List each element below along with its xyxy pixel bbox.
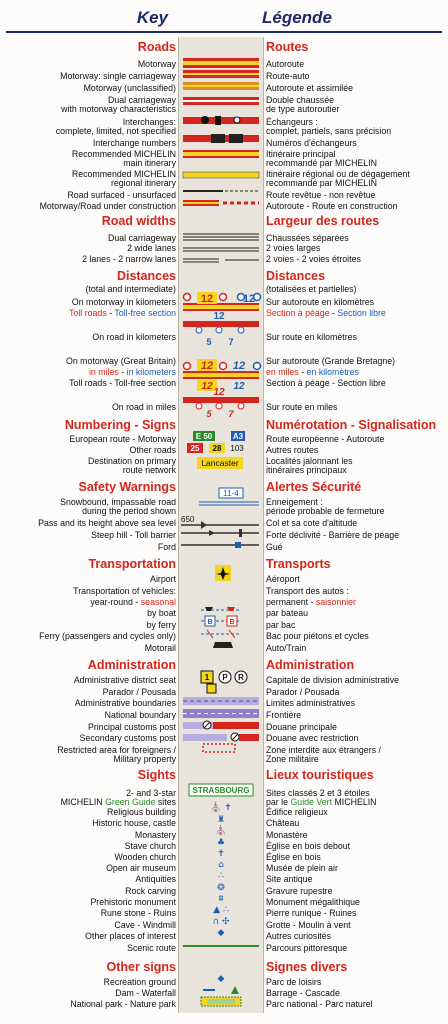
fr-legend-label: période probable de fermeture — [266, 506, 385, 516]
svg-text:R: R — [238, 673, 244, 682]
en-legend-label: Motorway: single carriageway — [60, 71, 176, 81]
fr-legend-label: Route-auto — [266, 71, 310, 81]
svg-text:12: 12 — [213, 387, 225, 398]
svg-text:5: 5 — [206, 409, 212, 419]
en-legend-label: On motorway (Great Britain) — [66, 356, 176, 366]
religious-building-icon: ⛪ ✝ — [210, 803, 232, 813]
fr-legend-label: par bateau — [266, 608, 309, 618]
svg-text:7: 7 — [228, 409, 234, 419]
fr-legend-label: Église en bois debout — [266, 841, 351, 851]
fr-legend-label: Sur route en kilomètres — [266, 332, 357, 342]
en-legend-label: route network — [122, 465, 176, 475]
svg-text:12: 12 — [213, 311, 225, 322]
svg-text:1: 1 — [204, 673, 210, 682]
fr-legend-label: par bac — [266, 620, 296, 630]
fr-section-heading: Lieux touristiques — [266, 768, 374, 782]
en-legend-label: On road in kilometers — [92, 332, 176, 342]
svg-text:P: P — [222, 673, 228, 682]
svg-text:B: B — [229, 619, 235, 626]
fr-legend-label: 2 voies - 2 voies étroites — [266, 254, 361, 264]
fr-legend-label: Enneigement : — [266, 497, 323, 507]
fr-legend-label: Échangeurs : — [266, 117, 318, 127]
fr-legend-label: Gravure rupestre — [266, 886, 333, 896]
en-legend-label: Ford — [157, 542, 176, 552]
en-legend-label: Other roads — [129, 445, 176, 455]
key-header: Key — [136, 8, 168, 27]
svg-text:Lancaster: Lancaster — [201, 458, 239, 468]
fr-legend-label: Section à péage - Section libre — [266, 308, 386, 318]
antiquities-icon: ∴ — [218, 871, 224, 881]
en-legend-label: Rock carving — [125, 886, 176, 896]
fr-legend-label: Localités jalonnant les — [266, 456, 353, 466]
waterfall-icon — [231, 986, 239, 994]
symbol-column — [178, 37, 264, 1013]
fr-legend-label: Parcours pittoresque — [266, 943, 348, 953]
en-legend-label: Dual carriageway — [108, 233, 176, 243]
prehistoric-monument-icon: ⩩ — [218, 894, 224, 904]
en-section-heading: Road widths — [101, 214, 176, 228]
fr-legend-label: Édifice religieux — [266, 807, 328, 817]
fr-legend-label: par le Guide Vert MICHELIN — [266, 797, 377, 807]
en-legend-label: On road in miles — [111, 402, 176, 412]
en-legend-label: Motorail — [144, 643, 176, 653]
svg-text:7: 7 — [228, 337, 234, 347]
fr-legend-label: Sites classés 2 et 3 étoiles — [266, 788, 370, 798]
en-legend-label: On motorway in kilometers — [71, 297, 176, 307]
fr-legend-label: Zone militaire — [266, 754, 319, 764]
fr-legend-label: Site antique — [266, 874, 313, 884]
svg-text:12: 12 — [200, 360, 214, 372]
en-legend-label: Road surfaced - unsurfaced — [67, 190, 176, 200]
en-legend-label: Administrative district seat — [73, 675, 176, 685]
fr-legend-label: Pierre runique - Ruines — [266, 908, 357, 918]
en-legend-label: Interchange numbers — [92, 138, 176, 148]
fr-legend-label: Capitale de division administrative — [266, 675, 399, 685]
ford-icon — [235, 542, 241, 548]
en-legend-label: Wooden church — [114, 852, 176, 862]
fr-legend-label: en miles - en kilomètres — [266, 367, 359, 377]
fr-legend-label: Autoroute — [266, 59, 305, 69]
en-legend-label: Snowbound, impassable road — [60, 497, 176, 507]
en-legend-label: Toll roads - Toll-free section — [69, 308, 176, 318]
restricted-area-symbol — [203, 744, 235, 752]
en-legend-label: Monastery — [134, 830, 176, 840]
fr-legend-label: Bac pour piétons et cycles — [266, 631, 369, 641]
en-legend-label: (total and intermediate) — [85, 284, 176, 294]
fr-legend-label: 2 voies larges — [266, 243, 321, 253]
en-section-heading: Transportation — [88, 557, 176, 571]
en-legend-label: Destination on primary — [87, 456, 176, 466]
en-legend-label: 2 lanes - 2 narrow lanes — [82, 254, 176, 264]
svg-text:12: 12 — [200, 293, 214, 305]
fr-legend-label: Sur route en miles — [266, 402, 338, 412]
svg-text:5: 5 — [206, 337, 212, 347]
en-legend-label: Stave church — [124, 841, 176, 851]
fr-section-heading: Routes — [266, 40, 309, 54]
svg-text:11-4: 11-4 — [223, 489, 239, 498]
fr-legend-label: Transport des autos : — [266, 586, 349, 596]
svg-text:12: 12 — [233, 381, 245, 392]
fr-legend-label: Parc national - Parc naturel — [266, 999, 373, 1009]
en-legend-label: 2 wide lanes — [127, 243, 176, 253]
pass-icon — [201, 521, 207, 529]
svg-text:12: 12 — [232, 360, 246, 372]
fr-legend-label: Grotte - Moulin à vent — [266, 920, 351, 930]
header-rule — [6, 31, 442, 33]
en-legend-label: Rune stone - Ruins — [100, 908, 176, 918]
secondary-customs-symbol — [183, 734, 227, 741]
en-legend-label: Motorway/Road under construction — [39, 201, 176, 211]
open-air-museum-icon: ⌂ — [218, 860, 224, 870]
fr-legend-label: de type autoroutier — [266, 104, 340, 114]
en-legend-label: Cave - Windmill — [114, 920, 176, 930]
en-legend-label: Pass and its height above sea level — [38, 518, 176, 528]
en-legend-label: Prehistoric monument — [90, 897, 176, 907]
fr-section-heading: Transports — [266, 557, 331, 571]
en-legend-label: Recommended MICHELIN — [71, 149, 176, 159]
fr-legend-label: Monastère — [266, 830, 308, 840]
fr-legend-label: Col et sa cote d'altitude — [266, 518, 358, 528]
svg-text:650: 650 — [181, 515, 195, 524]
fr-legend-label: Limites administratives — [266, 698, 355, 708]
fr-legend-label: Église en bois — [266, 852, 321, 862]
en-legend-label: Secondary customs post — [79, 733, 176, 743]
en-section-heading: Other signs — [106, 960, 176, 974]
motorail-icon — [213, 642, 233, 648]
castle-icon: ♜ — [216, 815, 226, 825]
en-legend-label: Recreation ground — [103, 977, 176, 987]
fr-legend-label: recommandé par MICHELIN — [266, 178, 377, 188]
fr-legend-label: Itinéraire principal — [266, 149, 336, 159]
fr-legend-label: Barrage - Cascade — [266, 988, 340, 998]
fr-legend-label: permanent - saisonnier — [266, 597, 356, 607]
en-section-heading: Numbering - Signs — [64, 418, 176, 432]
symbol-strip — [179, 37, 263, 1013]
fr-legend-label: Autres curiosités — [266, 931, 332, 941]
en-legend-label: Open air museum — [106, 863, 176, 873]
en-legend-label: Interchanges: — [122, 117, 176, 127]
svg-text:STRASBOURG: STRASBOURG — [192, 786, 250, 795]
fr-legend-label: Forte déclivité - Barrière de péage — [266, 530, 399, 540]
en-legend-label: Transportation of vehicles: — [73, 586, 176, 596]
en-legend-label: Recommended MICHELIN — [71, 169, 176, 179]
fr-legend-label: Zone interdite aux étrangers / — [266, 745, 381, 755]
fr-legend-label: Douane principale — [266, 722, 337, 732]
cave-windmill-icon: ∩ ✣ — [212, 917, 230, 927]
fr-legend-label: itinéraires principaux — [266, 465, 347, 475]
fr-legend-label: Monument mégalithique — [266, 897, 360, 907]
fr-legend-label: Numéros d'échangeurs — [266, 138, 357, 148]
svg-text:28: 28 — [212, 444, 222, 453]
fr-legend-label: Aéroport — [266, 574, 300, 584]
svg-text:12: 12 — [242, 293, 256, 305]
monastery-icon: ⛪ — [215, 826, 227, 836]
en-legend-label: with motorway characteristics — [61, 104, 176, 114]
en-legend-label: MICHELIN Green Guide sites — [60, 797, 176, 807]
fr-legend-label: Route revêtue - non revêtue — [266, 190, 376, 200]
fr-section-heading: Signes divers — [266, 960, 348, 974]
rock-carving-icon: ❂ — [217, 883, 225, 893]
fr-legend-label: Château — [266, 818, 300, 828]
en-legend-label: Motorway (unclassified) — [83, 83, 176, 93]
fr-section-heading: Largeur des routes — [266, 214, 380, 228]
svg-text:A3: A3 — [232, 432, 244, 441]
en-legend-label: Dam - Waterfall — [115, 988, 176, 998]
fr-legend-label: Autoroute - Route en construction — [266, 201, 398, 211]
en-legend-label: Ferry (passengers and cycles only) — [39, 631, 176, 641]
fr-legend-label: Parador / Pousada — [266, 687, 340, 697]
fr-legend-label: Sur autoroute en kilomètres — [266, 297, 375, 307]
en-legend-label: in miles - in kilometers — [88, 367, 176, 377]
en-legend-label: European route - Motorway — [69, 434, 176, 444]
fr-legend-label: Section à péage - Section libre — [266, 378, 386, 388]
fr-section-heading: Administration — [266, 658, 355, 672]
en-section-heading: Distances — [116, 269, 176, 283]
en-legend-label: Airport — [150, 574, 176, 584]
en-legend-label: National boundary — [104, 710, 176, 720]
en-legend-label: Restricted area for foreigners / — [57, 745, 176, 755]
toll-barrier-icon — [239, 529, 242, 537]
fr-legend-label: Chaussées séparées — [266, 233, 349, 243]
en-legend-label: by boat — [147, 608, 176, 618]
fr-legend-label: recommandé par MICHELIN — [266, 158, 377, 168]
en-legend-label: National park - Nature park — [70, 999, 176, 1009]
svg-text:B: B — [207, 619, 213, 626]
en-legend-label: Administrative boundaries — [74, 698, 176, 708]
fr-legend-label: Itinéraire régional ou de dégagement — [266, 169, 410, 179]
en-legend-label: Historic house, castle — [92, 818, 176, 828]
fr-legend-label: Sur autoroute (Grande Bretagne) — [266, 356, 396, 366]
en-legend-label: Religious building — [107, 807, 176, 817]
en-legend-label: Toll roads - Toll-free section — [69, 378, 176, 388]
en-section-heading: Safety Warnings — [78, 480, 176, 494]
other-places-icon: ◆ — [217, 928, 225, 938]
en-section-heading: Roads — [137, 40, 176, 54]
fr-legend-label: Autres routes — [266, 445, 319, 455]
en-legend-label: year-round - seasonal — [90, 597, 176, 607]
en-legend-label: Scenic route — [127, 943, 176, 953]
recreation-ground-icon: ◆ — [217, 974, 225, 984]
fr-section-heading: Alertes Sécurité — [266, 480, 362, 494]
fr-legend-label: Frontière — [266, 710, 302, 720]
en-section-heading: Sights — [137, 768, 176, 782]
en-legend-label: by ferry — [146, 620, 176, 630]
en-legend-label: Parador / Pousada — [102, 687, 176, 697]
legende-header: Légende — [262, 8, 332, 27]
fr-legend-label: Autoroute et assimilée — [266, 83, 354, 93]
fr-legend-label: complet, partiels, sans précision — [266, 126, 392, 136]
en-legend-label: Other places of interest — [85, 931, 176, 941]
svg-text:E 50: E 50 — [195, 432, 213, 441]
fr-legend-label: Route européenne - Autoroute — [266, 434, 385, 444]
en-legend-label: regional itinerary — [110, 178, 176, 188]
en-section-heading: Administration — [87, 658, 176, 672]
en-legend-label: complete, limited, not specified — [55, 126, 176, 136]
steep-hill-icon — [209, 530, 215, 536]
stave-church-icon: ♣ — [216, 838, 226, 848]
fr-section-heading: Numérotation - Signalisation — [266, 418, 437, 432]
en-legend-label: Antiquities — [135, 874, 176, 884]
en-legend-label: Principal customs post — [87, 722, 176, 732]
fr-legend-label: Douane avec restriction — [266, 733, 359, 743]
wooden-church-icon: ✝ — [217, 849, 225, 859]
en-legend-label: main itinerary — [123, 158, 176, 168]
fr-legend-label: (totalisées et partielles) — [266, 284, 357, 294]
en-legend-label: Dual carriageway — [108, 95, 176, 105]
en-legend-label: Motorway — [137, 59, 176, 69]
fr-legend-label: Auto/Train — [266, 643, 307, 653]
fr-legend-label: Gué — [266, 542, 283, 552]
fr-section-heading: Distances — [266, 269, 326, 283]
fr-legend-label: Musée de plein air — [266, 863, 338, 873]
en-legend-label: Military property — [113, 754, 176, 764]
en-legend-label: during the period shown — [82, 506, 176, 516]
fr-legend-label: Parc de loisirs — [266, 977, 322, 987]
regional-itinerary-symbol — [183, 172, 259, 178]
svg-text:25: 25 — [190, 444, 200, 453]
en-legend-label: 2- and 3-star — [126, 788, 176, 798]
svg-text:103: 103 — [230, 444, 244, 453]
svg-text:12: 12 — [201, 381, 213, 392]
en-legend-label: Steep hill - Toll barrier — [91, 530, 176, 540]
fr-legend-label: Double chaussée — [266, 95, 334, 105]
rune-stone-icon: ▲ ∴ — [213, 905, 229, 915]
